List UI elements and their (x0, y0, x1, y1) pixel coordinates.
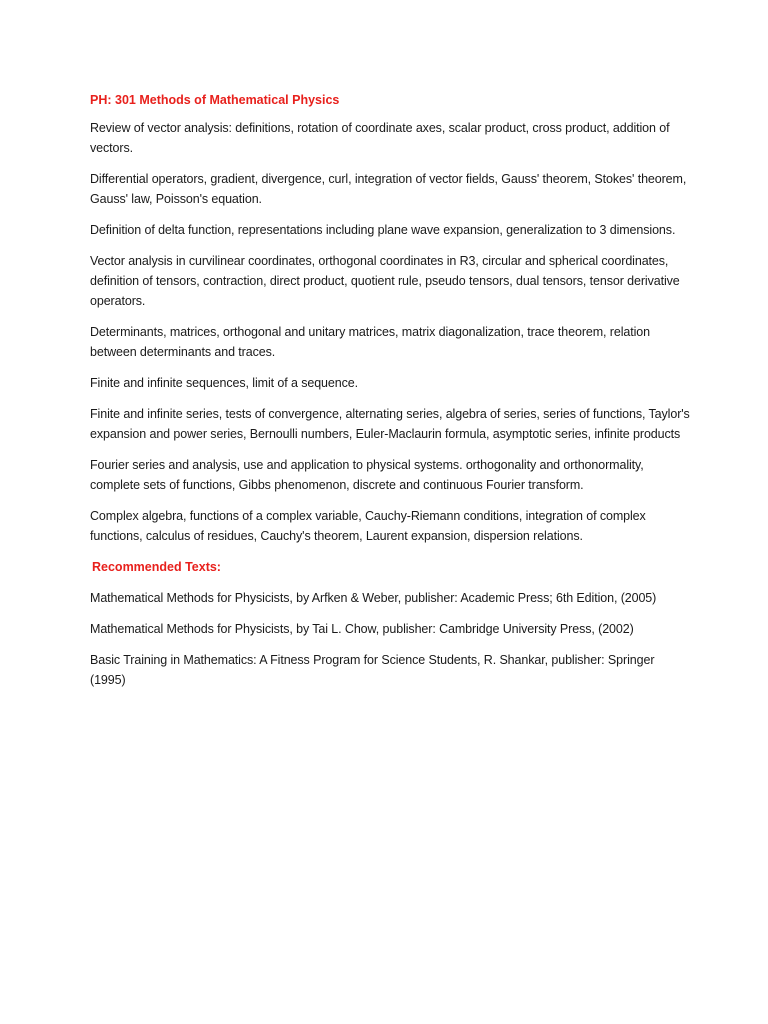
course-title: PH: 301 Methods of Mathematical Physics (90, 93, 340, 107)
topic-paragraph: Complex algebra, functions of a complex variable, Cauchy-Riemann conditions, integration of complex functions, calculus of residues, Cauchy's theorem, Laurent expansion, dispersion relations. (90, 509, 646, 543)
recommended-texts-heading: Recommended Texts: (92, 560, 221, 574)
topic-paragraph: Vector analysis in curvilinear coordinates, orthogonal coordinates in R3, circular and spherical coordinates, definition of tensors, contraction, direct product, quotient rule, pseudo tensors, dual tensors, tensor derivative operators. (90, 254, 680, 308)
topic-paragraph: Finite and infinite series, tests of convergence, alternating series, algebra of series, series of functions, Taylor's expansion and power series, Bernoulli numbers, Euler-Maclaurin formula, asymptotic series, infinite products (90, 407, 690, 441)
topic-paragraph: Review of vector analysis: definitions, rotation of coordinate axes, scalar product, cross product, addition of vectors. (90, 121, 670, 155)
reference-item: Mathematical Methods for Physicists, by Arfken & Weber, publisher: Academic Press; 6th Edition, (2005) (90, 591, 657, 605)
topic-paragraph: Definition of delta function, representations including plane wave expansion, generalization to 3 dimensions. (90, 223, 676, 237)
topic-paragraph: Finite and infinite sequences, limit of a sequence. (90, 376, 358, 390)
topic-paragraph: Determinants, matrices, orthogonal and unitary matrices, matrix diagonalization, trace theorem, relation between determinants and traces. (90, 325, 651, 359)
topic-paragraph: Differential operators, gradient, divergence, curl, integration of vector fields, Gauss' theorem, Stokes' theorem, Gauss' law, Poisson's equation. (90, 172, 687, 206)
document-page (90, 90, 690, 701)
reference-item: Basic Training in Mathematics: A Fitness Program for Science Students, R. Shankar, publisher: Springer (1995) (90, 653, 655, 687)
reference-item: Mathematical Methods for Physicists, by Tai L. Chow, publisher: Cambridge University Press, (2002) (90, 622, 634, 636)
topic-paragraph: Fourier series and analysis, use and application to physical systems. orthogonality and orthonormality, complete sets of functions, Gibbs phenomenon, discrete and continuous Fourier transform. (90, 458, 644, 492)
